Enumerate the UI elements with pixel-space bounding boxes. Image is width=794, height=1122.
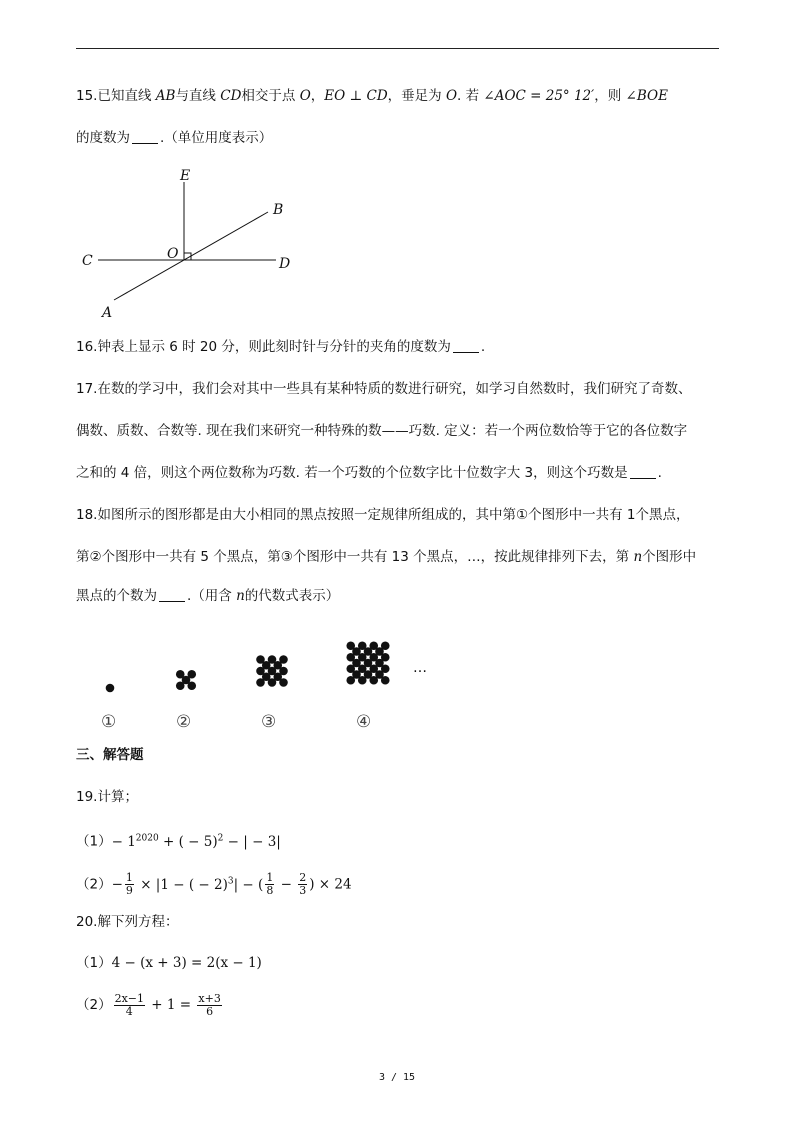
black-dot <box>106 684 115 693</box>
q17-line2: 偶数、质数、合数等. 现在我们来研究一种特殊的数——巧数. 定义：若一个两位数恰等于它的各位数字 <box>76 423 688 439</box>
q20-part1: （1）4 − (x + 3) = 2(x − 1) <box>76 955 262 971</box>
black-dot <box>182 676 191 685</box>
black-dot <box>273 661 282 670</box>
answer-blank[interactable] <box>453 338 479 353</box>
figure-label-4: ④ <box>356 712 372 732</box>
fraction: $\frac{1}{8}$ <box>266 871 274 897</box>
q16: 16.钟表上显示 6 时 20 分，则此刻时针与分针的夹角的度数为 . <box>76 339 486 355</box>
q19-title: 19.计算； <box>76 789 138 805</box>
q20-title: 20.解下列方程： <box>76 914 179 930</box>
black-dot <box>273 672 282 681</box>
q15-figure <box>76 160 316 325</box>
q18-dot-figure <box>90 625 450 740</box>
fraction: $\frac{x+3}{6}$ <box>198 991 221 1018</box>
black-dot <box>364 670 373 679</box>
black-dot <box>364 647 373 656</box>
q19-part2: （2）− $\frac{1}{9}$ × |1 − ( − 2)$^3$| − ( $\frac{1}{8}$ − $\frac{2}{3}$ ) × 24 <box>76 871 352 897</box>
black-dot <box>262 672 271 681</box>
fraction: $\frac{1}{9}$ <box>125 871 133 897</box>
label-o: O <box>167 246 179 262</box>
fraction: $\frac{2x-1}{4}$ <box>114 991 145 1018</box>
label-d: D <box>279 256 291 272</box>
q18-line2: 第②个图形中一共有 5 个黑点，第③个图形中一共有 13 个黑点，…，按此规律排列下去，第 n个图形中 <box>76 549 697 565</box>
answer-blank[interactable] <box>132 129 158 144</box>
label-a: A <box>102 305 113 321</box>
figure-label-1: ① <box>101 712 117 732</box>
q18-line1: 18.如图所示的图形都是由大小相同的黑点按照一定规律所组成的，其中第①个图形中一共有 1个黑点， <box>76 507 690 523</box>
black-dot <box>352 647 361 656</box>
figure-label-2: ② <box>176 712 192 732</box>
black-dot <box>352 659 361 668</box>
label-c: C <box>82 253 93 269</box>
black-dot <box>364 659 373 668</box>
section-title: 三、解答题 <box>76 747 144 763</box>
black-dot <box>375 670 384 679</box>
label-e: E <box>180 168 191 184</box>
q17-line3: 之和的 4 倍，则这个两位数称为巧数. 若一个巧数的个位数字比十位数字大 3，则这个巧数是 . <box>76 465 662 481</box>
q18-line3: 黑点的个数为 .（用含 n的代数式表示） <box>76 588 340 604</box>
header-rule <box>76 48 719 49</box>
q20-part2: （2） $\frac{2x-1}{4}$ + 1 = $\frac{x+3}{6}$ <box>76 991 221 1018</box>
label-b: B <box>273 202 284 218</box>
q15-line1: 15.已知直线 AB与直线 CD相交于点 O，EO ⊥ CD，垂足为 O. 若 ∠AOC = 25° 12′，则 ∠BOE <box>76 88 668 104</box>
q17-line1: 17.在数的学习中，我们会对其中一些具有某种特质的数进行研究，如学习自然数时，我们研究了奇数、 <box>76 381 692 397</box>
figure-label-3: ③ <box>261 712 277 732</box>
q19-part1: $(1)- 1^{2020}$ + ( − 5)$^2$ − | − 3| <box>76 833 281 850</box>
black-dot <box>375 647 384 656</box>
black-dot <box>352 670 361 679</box>
answer-blank[interactable] <box>159 587 185 602</box>
black-dot <box>262 661 271 670</box>
q15-line2: 的度数为 .（单位用度表示） <box>76 130 273 146</box>
black-dot <box>375 659 384 668</box>
answer-blank[interactable] <box>630 464 656 479</box>
fraction: $\frac{2}{3}$ <box>299 871 307 897</box>
dots-ellipsis: … <box>413 660 427 676</box>
page-number: 3 / 15 <box>378 1072 416 1083</box>
